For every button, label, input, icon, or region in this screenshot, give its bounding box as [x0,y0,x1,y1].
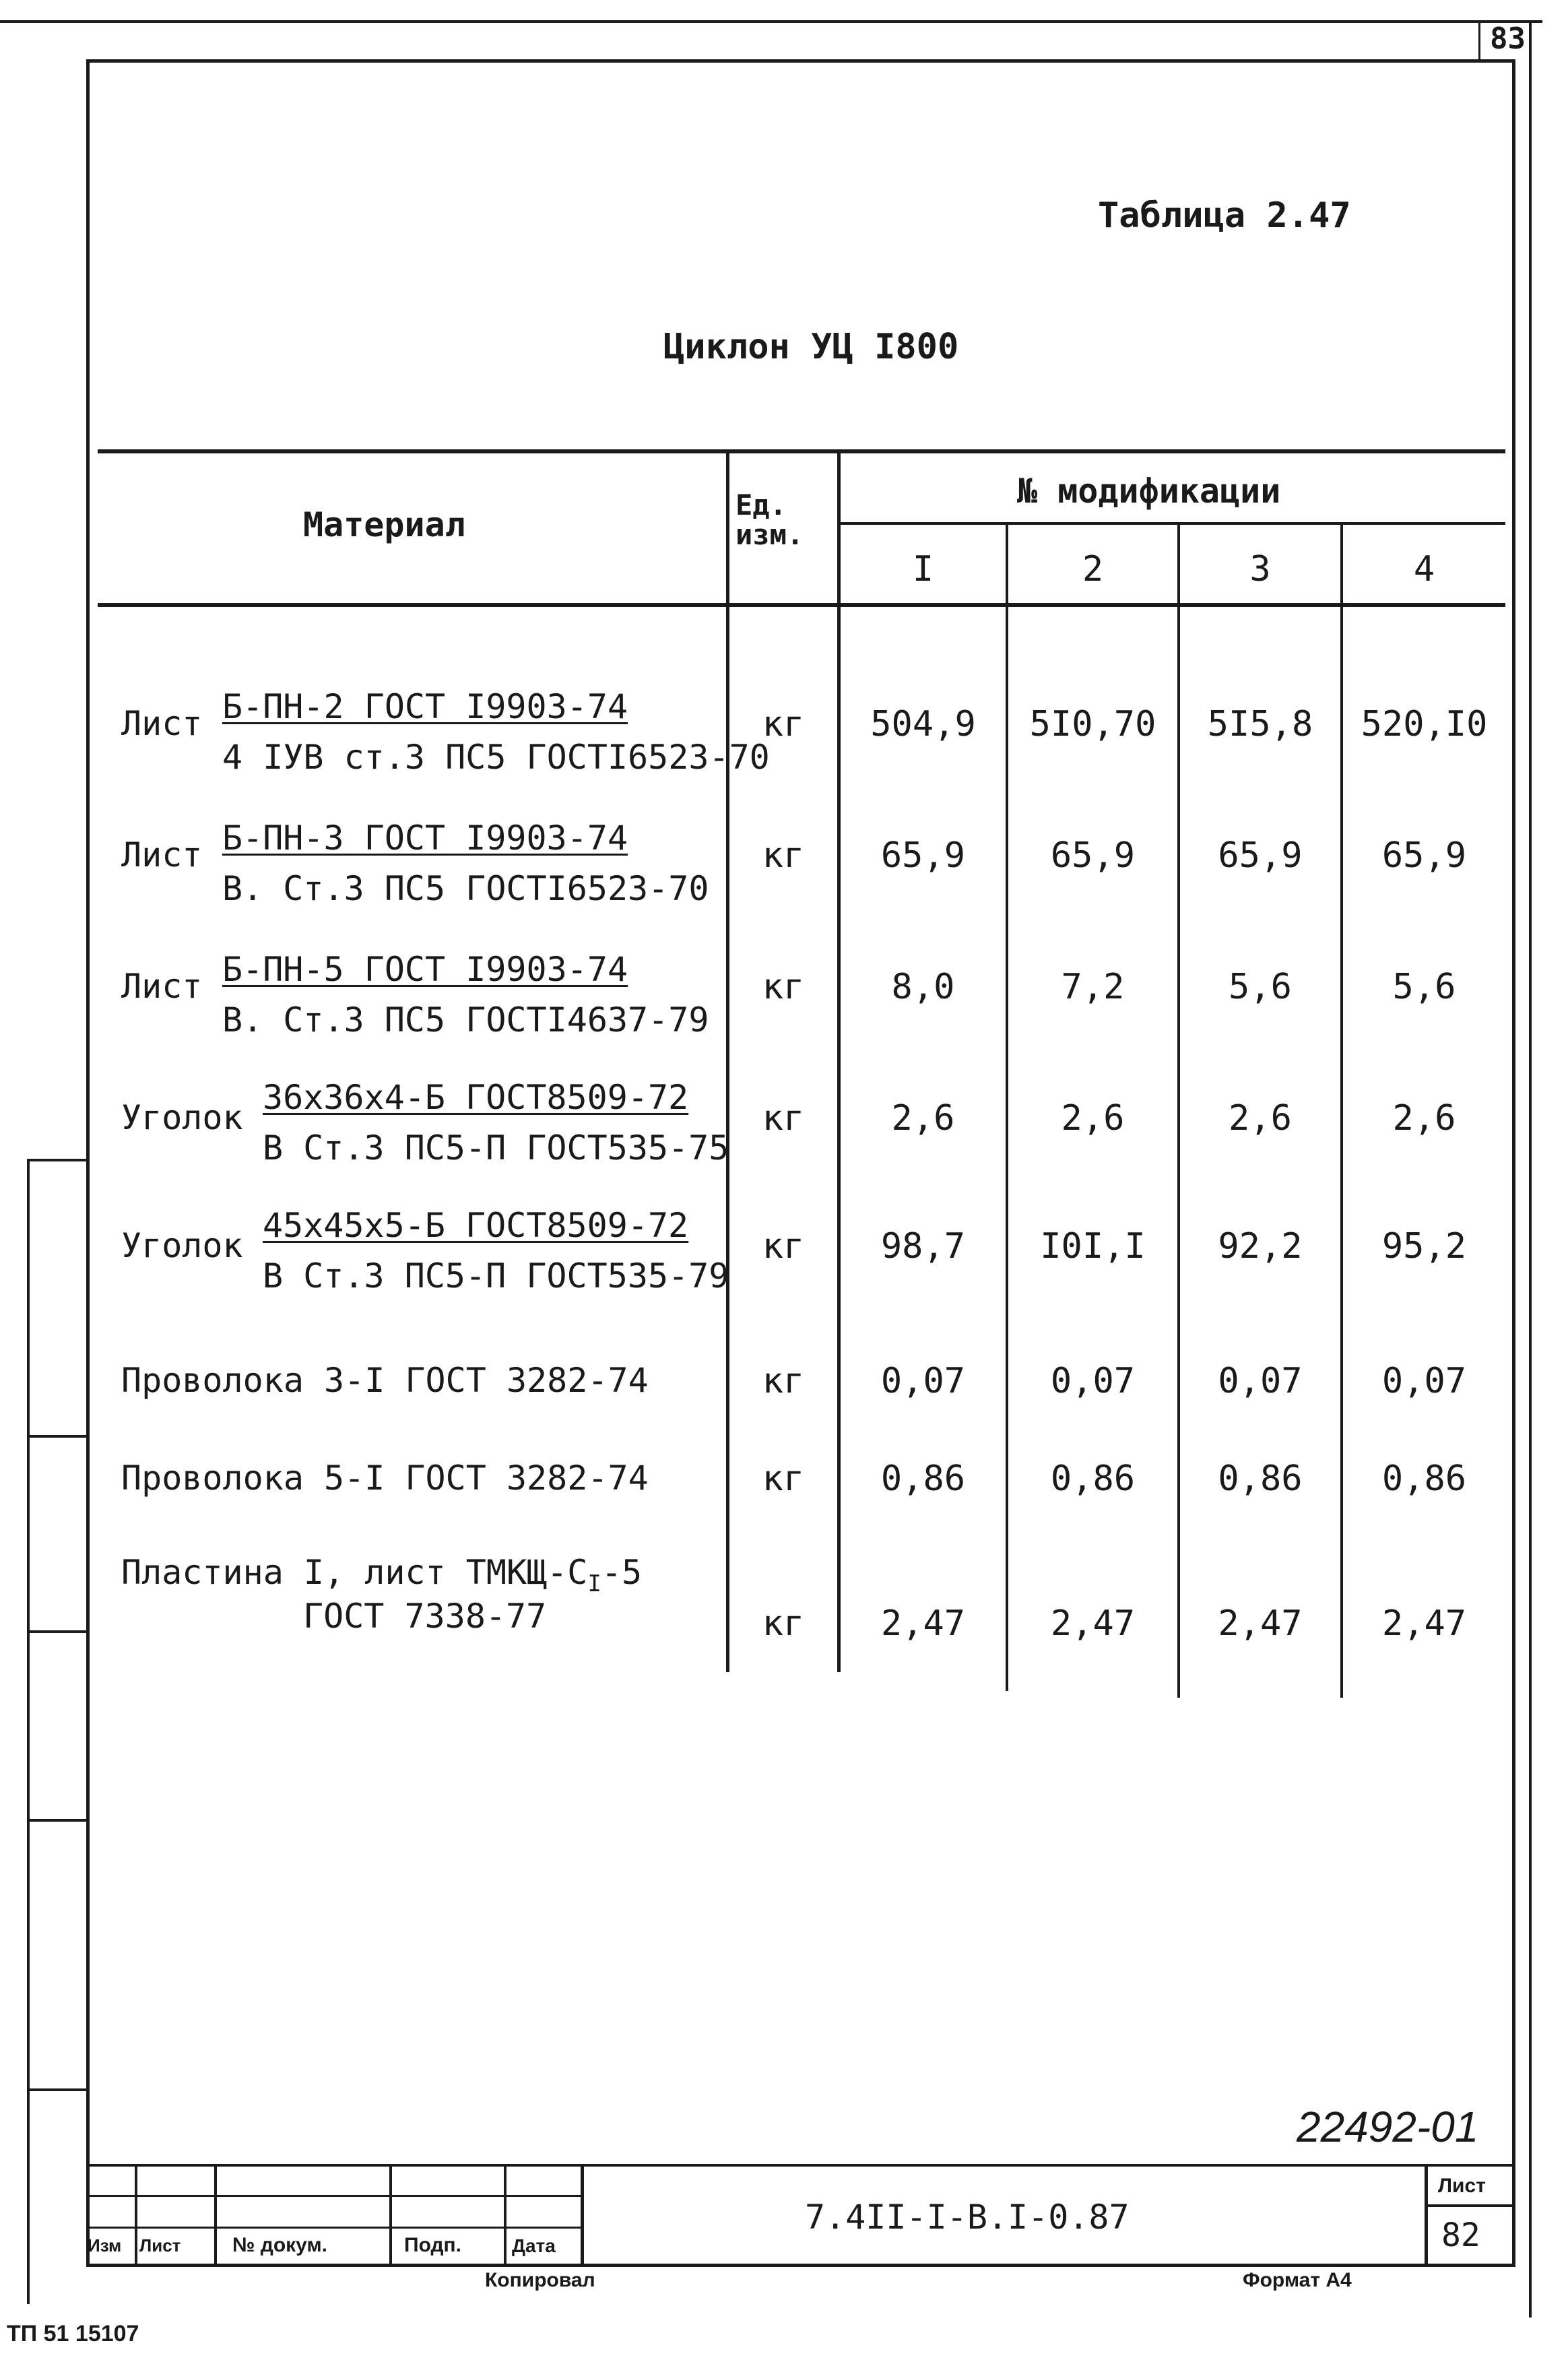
row-3-value-2: 7,2 [1061,967,1125,1007]
row-7-value-2: 0,86 [1050,1459,1136,1499]
mod-header-2: 2 [1082,549,1104,589]
footer-code: ТП 51 15107 [7,2321,139,2346]
col-date: Дата [512,2235,556,2256]
sheet-corner-number: 83 [1490,22,1526,56]
row-8-value-1: 2,47 [880,1603,966,1644]
row-8-value-4: 2,47 [1381,1603,1467,1644]
doc-code: 7.4II-I-В.I-0.87 [805,2198,1130,2237]
row-5-value-3: 92,2 [1218,1226,1303,1267]
row-8-value-3: 2,47 [1218,1603,1303,1644]
row-7-unit: кг [762,1459,805,1499]
row-7-value-4: 0,86 [1381,1459,1467,1499]
row-5-value-1: 98,7 [880,1226,966,1267]
col-izm: Изм [88,2235,122,2256]
row-8-material [121,1553,642,1597]
row-1-line1: Б-ПН-2 ГОСТ I9903-74 [222,687,628,726]
row-7-value-1: 0,86 [880,1459,966,1499]
col-list: Лист [139,2235,181,2256]
row-2-value-3: 65,9 [1218,835,1303,876]
row-8-unit: кг [762,1603,805,1644]
row-8-value-2: 2,47 [1050,1603,1136,1644]
row-3-value-4: 5,6 [1392,967,1456,1007]
col-doc: № докум. [232,2234,327,2256]
row-6-value-3: 0,07 [1218,1361,1303,1401]
row-3-value-3: 5,6 [1229,967,1292,1007]
row-1-value-1: 504,9 [870,704,976,744]
row-6-material: Проволока 3-I ГОСТ 3282-74 [121,1361,649,1400]
column-header-unit: Ед. изм. [736,488,804,551]
row-4-prefix: Уголок [121,1098,243,1137]
row-3-unit: кг [762,967,805,1007]
row-5-prefix: Уголок [121,1226,243,1265]
row-7-material: Проволока 5-I ГОСТ 3282-74 [121,1459,649,1498]
row-4-value-4: 2,6 [1392,1098,1456,1139]
mod-header-3: 3 [1249,549,1271,589]
col-sign: Подп. [404,2234,461,2256]
row-6-value-1: 0,07 [880,1361,966,1401]
table-label: Таблица 2.47 [1098,195,1351,236]
row-3-line2: В. Ст.3 ПС5 ГОСТI4637-79 [222,1000,709,1040]
row-5-line1: 45х45х5-Б ГОСТ8509-72 [263,1206,689,1245]
row-2-unit: кг [762,835,805,876]
copied-label: Копировал [485,2269,595,2291]
row-4-unit: кг [762,1098,805,1139]
row-2-value-1: 65,9 [880,835,966,876]
row-4-value-3: 2,6 [1229,1098,1292,1139]
row-2-prefix: Лист [121,835,203,874]
row-8-line1-tail: -5 [601,1553,643,1592]
row-4-line2: В Ст.3 ПС5-П ГОСТ535-75 [263,1128,729,1168]
row-8-line2: ГОСТ 7338-77 [303,1597,547,1636]
sheet-label: Лист [1438,2175,1486,2197]
row-5-value-2: I0I,I [1040,1226,1146,1267]
row-4-line1: 36х36х4-Б ГОСТ8509-72 [263,1078,689,1117]
row-2-line2: В. Ст.3 ПС5 ГОСТI6523-70 [222,869,709,908]
column-header-modifications: № модификации [1017,472,1281,511]
row-3-line1: Б-ПН-5 ГОСТ I9903-74 [222,950,628,989]
row-7-value-3: 0,86 [1218,1459,1303,1499]
handwritten-number: 22492-01 [1297,2103,1479,2151]
row-5-value-4: 95,2 [1381,1226,1467,1267]
row-2-line1: Б-ПН-3 ГОСТ I9903-74 [222,819,628,858]
row-1-value-3: 5I5,8 [1207,704,1313,744]
row-4-value-1: 2,6 [891,1098,955,1139]
page-title: Циклон УЦ I800 [663,327,959,367]
row-6-value-4: 0,07 [1381,1361,1467,1401]
row-5-unit: кг [762,1226,805,1267]
row-1-unit: кг [762,704,805,744]
row-1-line2: 4 IУВ ст.3 ПС5 ГОСТI6523-70 [222,738,770,777]
row-1-value-2: 5I0,70 [1029,704,1156,744]
row-1-value-4: 520,I0 [1361,704,1488,744]
row-3-value-1: 8,0 [891,967,955,1007]
row-1-prefix: Лист [121,704,203,743]
mod-header-1: I [912,549,934,589]
row-6-unit: кг [762,1361,805,1401]
column-header-material: Материал [303,505,465,544]
row-4-value-2: 2,6 [1061,1098,1125,1139]
row-3-prefix: Лист [121,967,203,1006]
row-6-value-2: 0,07 [1050,1361,1136,1401]
sheet-number: 82 [1441,2216,1480,2254]
row-2-value-4: 65,9 [1381,835,1467,876]
row-8-line1: Пластина I, лист ТМКЩ-С [121,1553,588,1592]
row-8-subscript: I [587,1570,601,1597]
row-5-line2: В Ст.3 ПС5-П ГОСТ535-79 [263,1256,729,1296]
row-2-value-2: 65,9 [1050,835,1136,876]
format-label: Формат А4 [1243,2269,1352,2291]
mod-header-4: 4 [1413,549,1435,589]
